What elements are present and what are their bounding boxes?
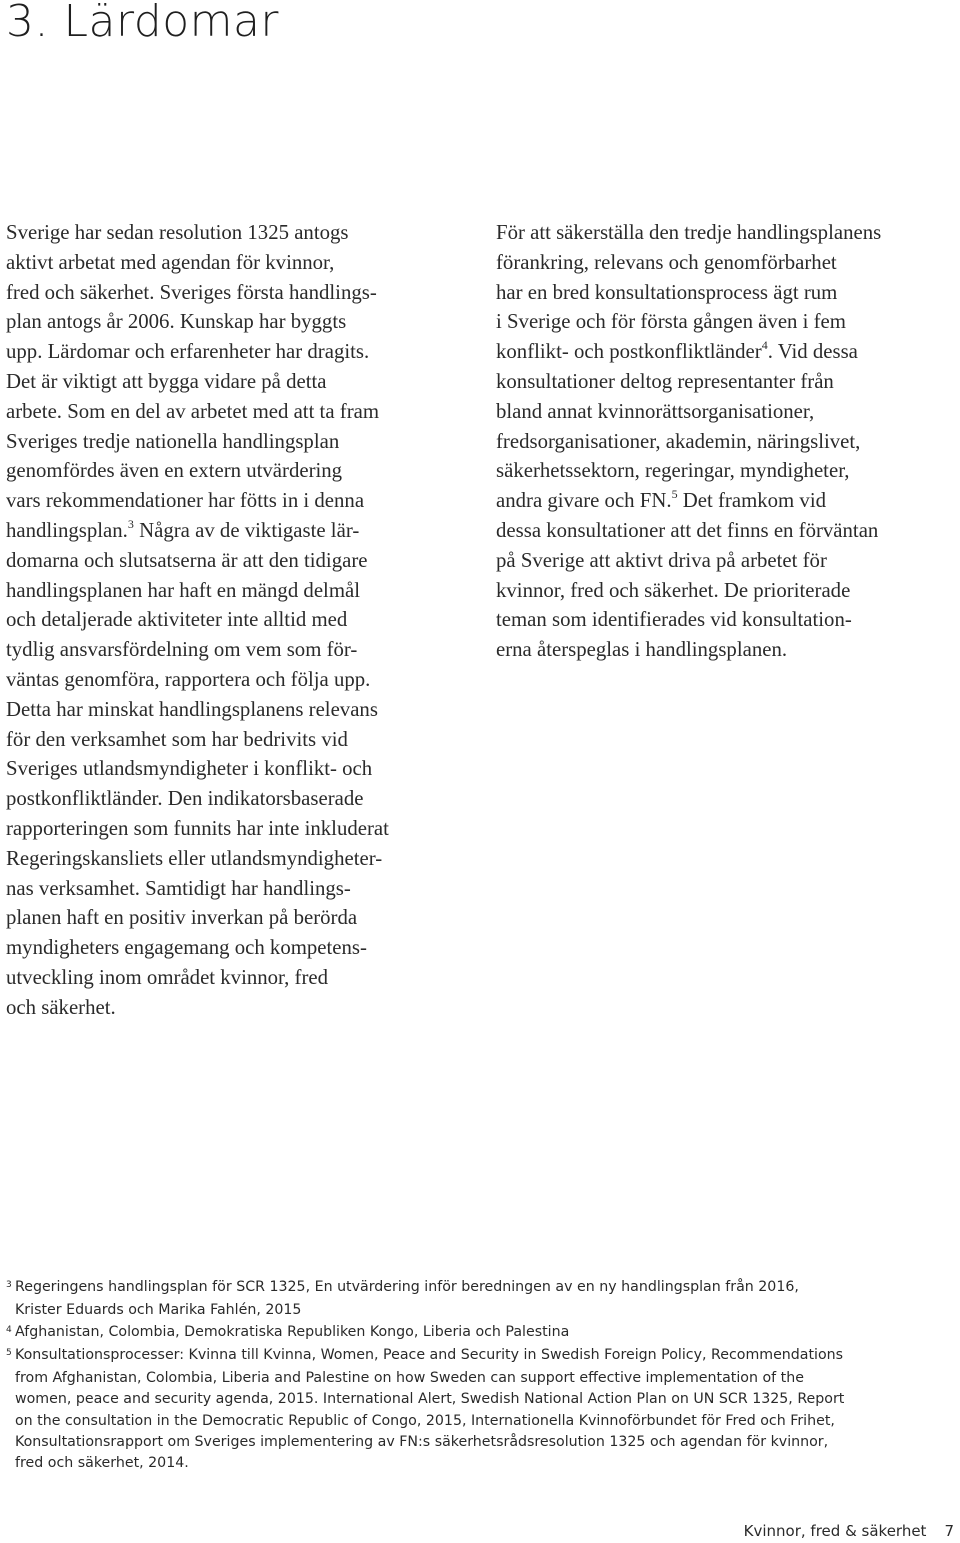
text-line: säkerhetssektorn, regeringar, myndigheter, <box>496 459 850 483</box>
text-segment: Det framkom vid <box>677 489 826 513</box>
footnote-3 <box>6 1277 954 1322</box>
text-line: på Sverige att aktivt driva på arbetet för <box>496 548 827 572</box>
text-line: plan antogs år 2006. Kunskap har byggts <box>6 310 347 334</box>
text-line: Sveriges utlandsmyndigheter i konflikt- och <box>6 757 373 781</box>
text-line: fred och säkerhet. Sveriges första handlings- <box>6 280 377 304</box>
text-line: för den verksamhet som har bedrivits vid <box>6 727 348 751</box>
footnote-ref-5: 5 <box>671 487 678 502</box>
text-line: och säkerhet. <box>6 995 116 1019</box>
text-segment: . Vid dessa <box>767 340 858 364</box>
text-line: teman som identifierades vid konsultation- <box>496 608 852 632</box>
footnote-line <box>6 1322 954 1345</box>
text-line: väntas genomföra, rapportera och följa upp. <box>6 667 371 691</box>
text-line: har en bred konsultationsprocess ägt rum <box>496 280 838 304</box>
text-line: dessa konsultationer att det finns en förväntan <box>496 518 879 542</box>
text-line-with-footnote-ref <box>496 486 958 516</box>
text-line: nas verksamhet. Samtidigt har handlings- <box>6 876 351 900</box>
footnote-line: Konsultationsrapport om Sveriges implementering av FN:s säkerhetsrådsresolution 1325 och agendan för kvinnor, <box>15 1434 829 1451</box>
text-line: genomfördes även en extern utvärdering <box>6 459 343 483</box>
text-line: kvinnor, fred och säkerhet. De prioriterade <box>496 578 851 602</box>
footnote-line <box>6 1345 954 1368</box>
footnote-ref-4: 4 <box>761 338 768 353</box>
left-column-text <box>6 218 476 1023</box>
text-segment: Några av de viktigaste lär- <box>133 518 360 542</box>
text-line: handlingsplanen har haft en mängd delmål <box>6 578 361 602</box>
text-line: konsultationer deltog representanter från <box>496 369 834 393</box>
page-title: 3. Lärdomar <box>6 0 280 47</box>
footnote-line: on the consultation in the Democratic Republic of Congo, 2015, Internationella Kvinnoförbundet för Fred och Frihet, <box>15 1412 835 1429</box>
text-line: myndigheters engagemang och kompetens- <box>6 936 367 960</box>
text-line: planen haft en positiv inverkan på berörda <box>6 906 358 930</box>
footnotes <box>6 1277 954 1475</box>
text-line: Regeringskansliets eller utlandsmyndigheter- <box>6 846 383 870</box>
text-segment: konflikt- och postkonfliktländer <box>496 340 762 364</box>
text-line: domarna och slutsatserna är att den tidigare <box>6 548 368 572</box>
text-line: Det är viktigt att bygga vidare på detta <box>6 369 327 393</box>
text-line: För att säkerställa den tredje handlingsplanens <box>496 221 882 244</box>
footnote-5 <box>6 1345 954 1475</box>
text-line: och detaljerade aktiviteter inte alltid med <box>6 608 348 632</box>
text-segment: andra givare och FN. <box>496 489 672 513</box>
text-line: erna återspeglas i handlingsplanen. <box>496 638 788 662</box>
footnote-text: Afghanistan, Colombia, Demokratiska Republiken Kongo, Liberia och Palestina <box>15 1323 570 1340</box>
footnote-line: Krister Eduards och Marika Fahlén, 2015 <box>15 1302 302 1319</box>
text-line: fredsorganisationer, akademin, näringslivet, <box>496 429 861 453</box>
footnote-line: women, peace and security agenda, 2015. International Alert, Swedish National Action Plan on UN SCR 1325, Report <box>15 1391 845 1408</box>
text-line: postkonfliktländer. Den indikatorsbaserade <box>6 787 364 811</box>
text-line: bland annat kvinnorättsorganisationer, <box>496 399 815 423</box>
footnote-ref-3: 3 <box>127 517 134 532</box>
footnote-text: Konsultationsprocesser: Kvinna till Kvinna, Women, Peace and Security in Swedish Foreign Policy, Recommendations <box>15 1346 844 1363</box>
footnote-line: fred och säkerhet, 2014. <box>15 1455 189 1472</box>
text-line: arbete. Som en del av arbetet med att ta fram <box>6 399 380 423</box>
text-line: Sveriges tredje nationella handlingsplan <box>6 429 340 453</box>
text-line: utveckling inom området kvinnor, fred <box>6 965 329 989</box>
footnote-number: 3 <box>6 1280 12 1290</box>
text-line: aktivt arbetat med agendan för kvinnor, <box>6 250 335 274</box>
text-line-with-footnote-ref <box>496 337 958 367</box>
footnote-number: 4 <box>6 1324 12 1335</box>
page-number: 7 <box>944 1522 954 1540</box>
text-segment: handlingsplan. <box>6 518 128 542</box>
footnote-line <box>6 1277 954 1300</box>
footnote-4 <box>6 1322 954 1345</box>
footnote-number: 5 <box>6 1347 12 1358</box>
text-line-with-footnote-ref <box>6 516 476 546</box>
text-line: vars rekommendationer har fötts in i denna <box>6 489 365 513</box>
text-line: i Sverige och för första gången även i fem <box>496 310 846 334</box>
footnote-text: Regeringens handlingsplan för SCR 1325, En utvärdering inför beredningen av en ny handlingsplan från 2016, <box>15 1279 799 1295</box>
footer-title: Kvinnor, fred & säkerhet <box>743 1522 927 1540</box>
text-line: Detta har minskat handlingsplanens relevans <box>6 697 378 721</box>
text-line: förankring, relevans och genomförbarhet <box>496 250 837 274</box>
text-line: Sverige har sedan resolution 1325 antogs <box>6 221 349 244</box>
text-line: upp. Lärdomar och erfarenheter har dragits. <box>6 340 370 364</box>
text-line: rapporteringen som funnits har inte inkluderat <box>6 816 389 840</box>
text-line: tydlig ansvarsfördelning om vem som för- <box>6 638 358 662</box>
page-footer <box>744 1522 954 1540</box>
right-column-text <box>496 218 958 665</box>
footnote-line: from Afghanistan, Colombia, Liberia and Palestine on how Sweden can support effective implementation of the <box>15 1370 804 1387</box>
